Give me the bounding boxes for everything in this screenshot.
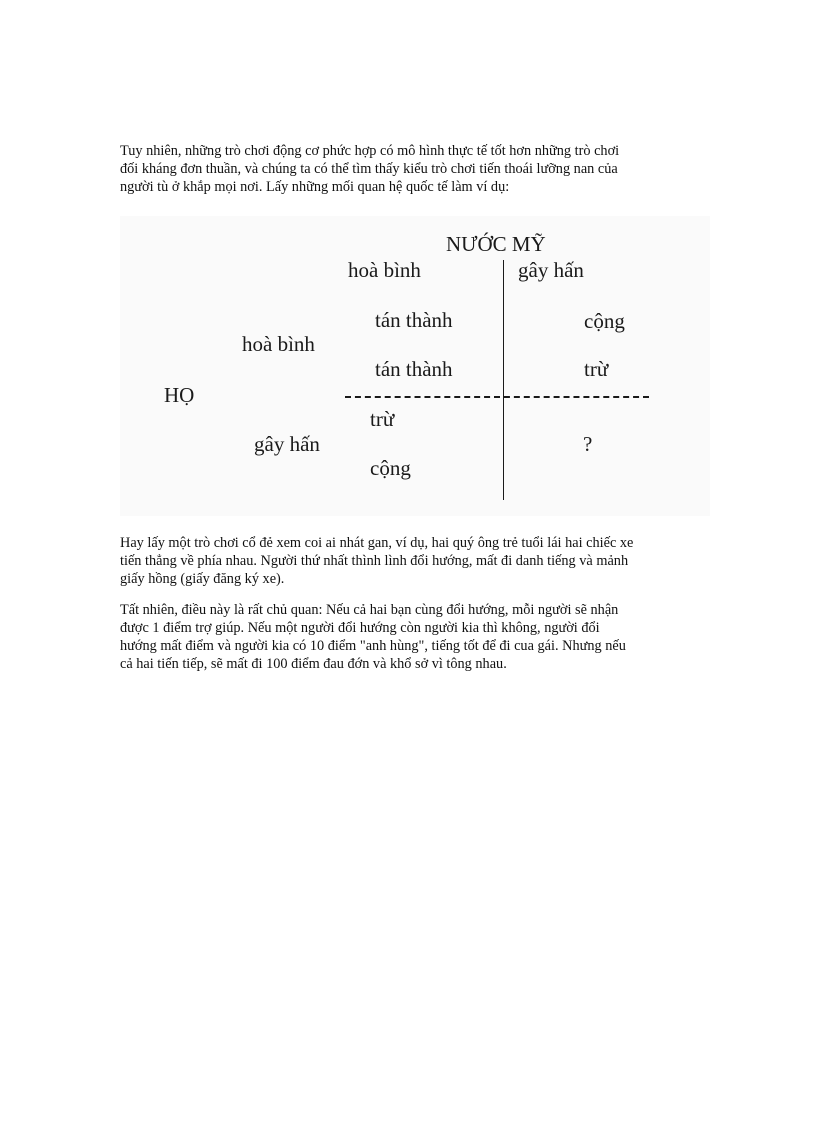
chicken-game-paragraph [120, 534, 710, 588]
text-line: hướng mất điểm và người kia có 10 điểm "anh hùng", tiếng tốt để đi cua gái. Nhưng nếu [120, 638, 626, 654]
matrix-horizontal-divider [345, 396, 649, 398]
cell-peace-aggressive-bottom: trừ [584, 357, 609, 381]
text-line: Tất nhiên, điều này là rất chủ quan: Nếu cả hai bạn cùng đổi hướng, mỗi người sẽ nhận [120, 602, 619, 618]
cell-aggressive-peace-bottom: cộng [370, 456, 411, 480]
scoring-paragraph [120, 601, 710, 673]
cell-peace-peace-bottom: tán thành [375, 357, 453, 381]
row-header-peace: hoà bình [242, 332, 315, 356]
text-line: người tù ở khắp mọi nơi. Lấy những mối quan hệ quốc tế làm ví dụ: [120, 179, 510, 195]
column-player-label: NƯỚC MỸ [446, 232, 546, 256]
column-header-peace: hoà bình [348, 258, 421, 282]
row-player-label: HỌ [164, 383, 195, 407]
text-line: Tuy nhiên, những trò chơi động cơ phức hợp có mô hình thực tế tốt hơn những trò chơi [120, 143, 620, 159]
cell-peace-peace-top: tán thành [375, 308, 453, 332]
text-line: đối kháng đơn thuần, và chúng ta có thể tìm thấy kiểu trò chơi tiến thoái lưỡng nan của [120, 161, 618, 177]
text-line: tiến thẳng về phía nhau. Người thứ nhất thình lình đổi hướng, mất đi danh tiếng và mảnh [120, 553, 629, 569]
text-line: được 1 điểm trợ giúp. Nếu một người đổi hướng còn người kia thì không, người đổi [120, 620, 600, 636]
text-line: Hay lấy một trò chơi cổ đẻ xem coi ai nhát gan, ví dụ, hai quý ông trẻ tuổi lái hai chiếc xe [120, 535, 634, 551]
text-line: giấy hồng (giấy đăng ký xe). [120, 571, 285, 587]
text-line: cả hai tiến tiếp, sẽ mất đi 100 điểm đau đớn và khổ sở vì tông nhau. [120, 656, 507, 672]
payoff-matrix-figure [120, 216, 710, 516]
row-header-aggressive: gây hấn [254, 432, 320, 456]
column-header-aggressive: gây hấn [518, 258, 584, 282]
intro-paragraph [120, 142, 710, 196]
cell-peace-aggressive-top: cộng [584, 309, 625, 333]
cell-aggressive-aggressive: ? [583, 432, 593, 456]
matrix-vertical-divider [503, 260, 504, 500]
cell-aggressive-peace-top: trừ [370, 407, 395, 431]
